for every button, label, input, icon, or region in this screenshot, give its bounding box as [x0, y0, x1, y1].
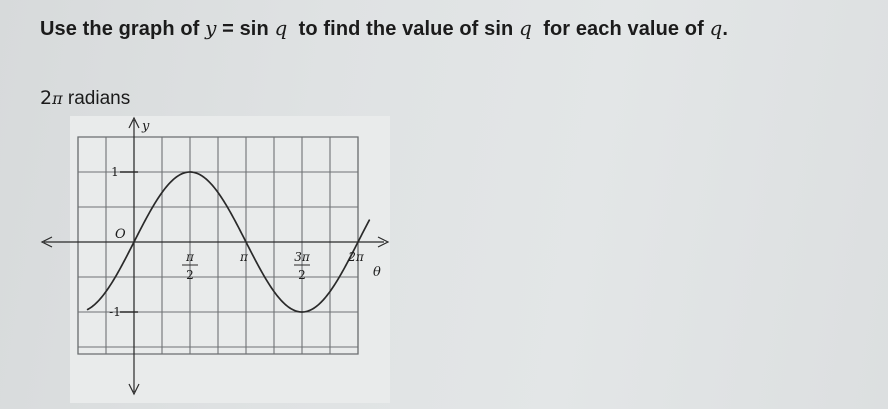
- graph-panel: [70, 116, 390, 403]
- q-variable-2: q: [518, 16, 532, 40]
- x-tick-label-numerator: π: [186, 250, 194, 264]
- x-tick-label-denominator: 2: [298, 268, 306, 282]
- sine-graph: [0, 110, 420, 409]
- question-part-1: Use the graph of: [40, 18, 206, 40]
- question-period: .: [722, 18, 729, 40]
- y-axis-label: y: [142, 119, 150, 134]
- question-part-2: to find the value of: [293, 18, 485, 40]
- x-tick-label: 2π: [348, 250, 364, 264]
- theta-axis-label: θ: [373, 265, 381, 280]
- y-tick-label: -1: [109, 305, 121, 319]
- sine-graph-svg: [0, 110, 420, 409]
- sin-function-2: sin: [484, 18, 514, 40]
- x-tick-label-denominator: 2: [186, 268, 194, 282]
- q-variable-3: q: [709, 16, 723, 40]
- y-variable: y: [205, 16, 217, 40]
- q-variable: q: [274, 16, 288, 40]
- x-tick-label: π: [240, 250, 248, 264]
- sin-function: sin: [239, 18, 269, 40]
- origin-label: O: [115, 227, 126, 242]
- x-tick-label-numerator: 3π: [294, 250, 310, 264]
- question-text: [40, 16, 728, 41]
- equals-sign: =: [216, 18, 240, 40]
- angle-pi: π: [52, 89, 63, 108]
- y-tick-label: 1: [111, 165, 119, 179]
- angle-unit: radians: [62, 88, 131, 109]
- angle-prompt: [40, 87, 130, 110]
- angle-coefficient: 2: [40, 87, 53, 109]
- question-part-3: for each value of: [537, 18, 710, 40]
